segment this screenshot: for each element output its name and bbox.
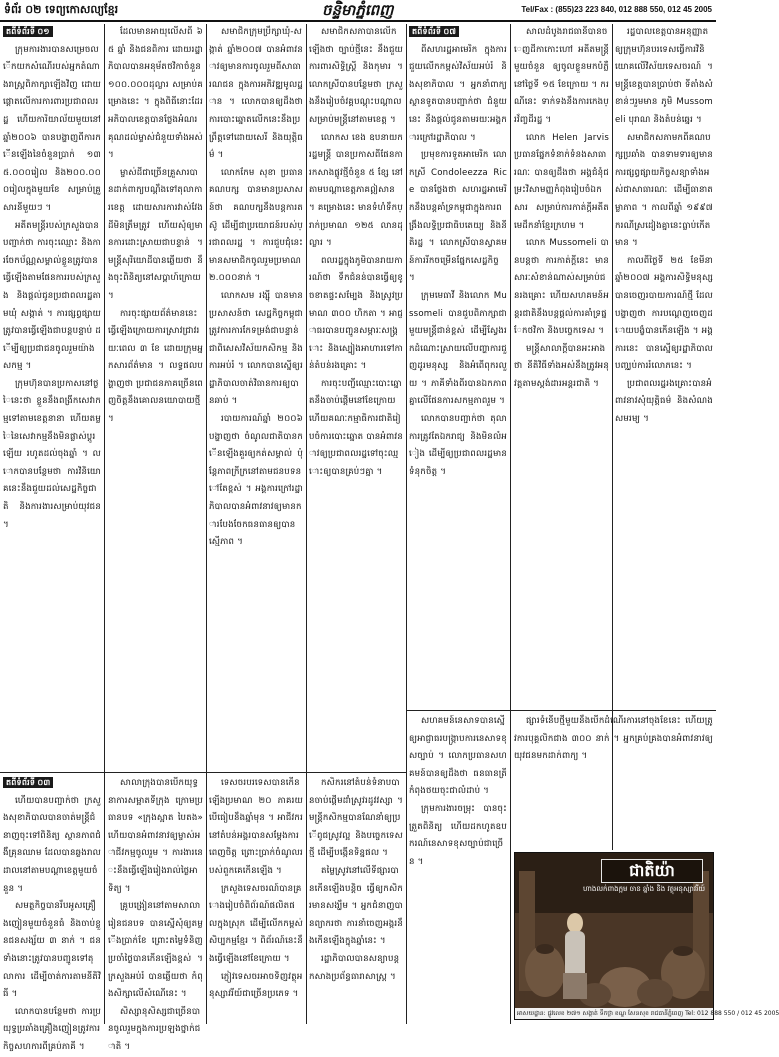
ad-tagline: ហាងលក់ពាងក្អម ចាន ឆ្នាំង និង វត្ថុអនុស្សាវរីយ៍ (583, 885, 705, 893)
article-paragraph: ក្រសួងទេសចរណ៍បានគ្រោងរៀបចំពិព័រណ៍ផលិតផលក្នុងស្រុក ដើម្បីលើកកម្ពស់សិប្បកម្មខ្មែរ ។ ពិព័រណ៍នេះនឹងធ្វើឡើងនៅខែក្រោយ ។ (209, 883, 303, 964)
article-paragraph: ហើយបានបញ្ជាក់ថា ក្រសួងសុខាភិបាលបានចាត់មន្ត្រីជំនាញចុះទៅពិនិត្យ ស្ថានភាពជំងឺគ្រុនឈាម ដែលបានឆ្លងរាលដាលនៅតាមបណ្តាខេត្តមួយចំនួន ។ (3, 795, 101, 894)
article-paragraph: រដ្ឋបាលខេត្តបានអនុញ្ញាតឲ្យក្រុមហ៊ុនបរទេសធ្វើការវិនិយោគលើវិស័យទេសចរណ៍ ។ មន្ត្រីខេត្តបានប្រាប់ថា ទីតាំងសំខាន់ៗរួមមាន ភូមិ Mussomeli បុរាណ និងតំបន់ឆ្នេរ ។ (615, 27, 713, 125)
ad-address-bar: អាសយដ្ឋាន: ផ្លូវលេខ ២៧១ សង្កាត់ ទឹកថ្លា ខណ្ឌ សែនសុខ រាជធានីភ្នំពេញ Tel: 012 888 550 / 012 45 2005 (517, 1010, 779, 1017)
article-paragraph: សាលដំបូងរាជធានីបានចេញដីកាកោះហៅ អតីតមន្ត្រីមួយចំនួន ឲ្យចូលខ្លួនមកបំភ្លឺ នៅថ្ងៃទី ១៥ ខែក្រោយ ។ ករណីនេះ ទាក់ទងនឹងការកេងប្រវ័ញ្ចដីរដ្ឋ ។ (514, 27, 609, 125)
page-label: ទំព័រ ០២ ទេព្យកោសល្យខ្មែរ (4, 3, 119, 16)
contact-info: Tel/Fax : (855)23 223 840, 012 888 550, 012 45 2005 (521, 5, 712, 14)
article-column (615, 24, 713, 708)
article-paragraph: លោកសម រង្ស៊ី បានមានប្រសាសន៍ថា សេដ្ឋកិច្ចកម្ពុជាត្រូវការការកែទម្រង់ជាបន្ទាន់ ជាពិសេសវិស័យកសិកម្ម និងការអប់រំ ។ លោកបានស្នើឲ្យរដ្ឋាភិបាលចាត់វិធានការឲ្យបានឆាប់ ។ (209, 290, 303, 407)
article-paragraph: កាលពីថ្ងៃទី ២៥ ខែមីនា ឆ្នាំ២០០៧ អង្គការសិទ្ធិមនុស្សបានចេញរបាយការណ៍ថ្មី ដែលបង្ហាញថា ការបណ្តេញចេញដោយបង្ខំបានកើនឡើង ។ អង្គការនេះ បានស្នើឲ្យរដ្ឋាភិបាលបញ្ឈប់ការរំលោភនេះ ។ (615, 255, 713, 372)
article-paragraph: ពីសហរដ្ឋអាមេរិក ក្នុងការជួយលើកកម្ពស់វិស័យអប់រំ និងសុខាភិបាល ។ អ្នកនាំពាក្យស្ថានទូតបានបញ្ជាក់ថា ជំនួយនេះ នឹងផ្តល់ជូនតាមរយៈអង្គការក្រៅរដ្ឋាភិបាល ។ (409, 44, 507, 143)
article-paragraph: ម្ចាស់ដីជាច្រើនគ្រួសារបានដាក់ពាក្យបណ្តឹងទៅតុលាការខេត្ត ដោយសារការវាស់វែងដីមិនត្រឹមត្រូវ ហើយសុំឲ្យមានការដោះស្រាយជាបន្ទាន់ ។ មន្ត្រីសុរិយោដីបានឆ្លើយថា នឹងចុះពិនិត្យនៅសប្តាហ៍ក្រោយ ។ (108, 167, 203, 301)
section-rule (0, 772, 406, 773)
article-column (409, 713, 507, 1022)
article-paragraph: គ្រូបង្រៀននៅតាមសាលារៀនជនបទ បានស្នើសុំឲ្យតម្លើងប្រាក់ខែ ព្រោះតម្លៃទំនិញប្រចាំថ្ងៃបានកើនឡើងខ្ពស់ ។ ក្រសួងអប់រំ បានឆ្លើយថា កំពុងសិក្សាលើសំណើនេះ ។ (108, 901, 203, 1000)
article-column (209, 24, 303, 770)
article-column (3, 24, 101, 770)
article-column (409, 24, 507, 708)
article-paragraph: ក្រុមការងារចម្រុះ បានចុះត្រួតពិនិត្យ ហើយដកហូតឧបករណ៍នេសាទខុសច្បាប់ជាច្រើន ។ (409, 803, 507, 867)
article-paragraph: លោកកែម សុខា ប្រធានគណបក្ស បានមានប្រសាសន៍ថា គណបក្សនឹងបន្តការតស៊ូ ដើម្បីជាប្រយោជន៍របស់ប្រជាពលរដ្ឋ ។ ការជួបជុំនេះ មានសមាជិកចូលរួមប្រមាណ ២.០០០នាក់ ។ (209, 167, 303, 284)
article-column (3, 775, 101, 1052)
article-paragraph: ក្រុមការងារបានសម្រេចលើកយកសំណើរបស់អ្នកតំណាងរាស្ត្រពិភាក្សាឡើងវិញ ដោយផ្តោតលើការការពារប្រជាពលរដ្ឋ ហើយការិយាល័យមួយនៅឆ្នាំ២០០៦ បានបង្ហាញពីការកើនឡើងនៃចំនួនប្រាក់ ១៣៥.០០០រៀល និង២០០.០០០រៀលក្នុងមួយខែ សម្រាប់គ្រួសារនីមួយៗ ។ (3, 44, 101, 213)
page-header (0, 0, 716, 22)
article-paragraph: លោក Mussomeli បានបន្តថា ការកាត់ក្តីនេះ មានសារៈសំខាន់ណាស់សម្រាប់ជនរងគ្រោះ ហើយសហគមន៍អន្តរជាតិនឹងបន្តផ្តល់ការគាំទ្រផ្នែកថវិកា និងបច្ចេកទេស ។ (514, 238, 609, 337)
article-paragraph: ផ្សារទំនើបថ្មីមួយនឹងបើកដំណើរការនៅចុងខែនេះ ហើយត្រូវការបុគ្គលិកជាង ៣០០ នាក់ ។ អ្នកគ្រប់គ្រងបានអំពាវនាវឲ្យយុវជនមកដាក់ពាក្យ ។ (514, 716, 713, 762)
article-paragraph: អតីតមន្ត្រីរបស់ក្រសួងបានបញ្ជាក់ថា ការចុះឈ្មោះ និងការចែកប័ណ្ណសម្គាល់ខ្លួនត្រូវបានធ្វើឡើងតាមផែនការរបស់ក្រសួង និងផ្តល់ជូនប្រជាពលរដ្ឋតាមឃុំ សង្កាត់ ។ ការផ្សព្វផ្សាយត្រូវបានធ្វើឡើងជាបន្តបន្ទាប់ ដើម្បីឲ្យប្រជាជនចូលរួមយ៉ាងសកម្ម ។ (3, 220, 101, 372)
article-column (309, 24, 403, 770)
article-paragraph: សមត្ថកិច្ចបានរឹបអូសគ្រឿងញៀនមួយចំនួនធំ និងចាប់ខ្លួនជនសង្ស័យ ៣ នាក់ ។ ជនទាំងនោះត្រូវបានបញ្ជូនទៅតុលាការ ដើម្បីចាត់ការតាមនីតិវិធី ។ (3, 901, 101, 1000)
article-paragraph: សមាជិកសភាមកពីគណបក្សប្រឆាំង បានទាមទារឲ្យមានការផ្សព្វផ្សាយកិច្ចសន្យាទាំងអស់ជាសាធារណៈ ដើម្បីធានាតម្លាភាព ។ កាលពីឆ្នាំ ១៩៩៧ ករណីស្រដៀងគ្នានេះធ្លាប់កើតមាន ។ (615, 132, 713, 249)
article-column (209, 775, 303, 1022)
article-paragraph: ការចុះផ្សាយព័ត៌មាននេះ ធ្វើឡើងក្រោយការស្រាវជ្រាវរយៈពេល ៣ ខែ ដោយក្រុមអ្នកសារព័ត៌មាន ។ លទ្ធផលបង្ហាញថា ប្រជាជនភាគច្រើនពេញចិត្តនឹងគោលនយោបាយថ្មី ។ (108, 308, 204, 425)
article-paragraph: ភ្ញៀវទេសចរអាចទិញវត្ថុអនុស្សាវរីយ៍ជាច្រើនប្រភេទ ។ (209, 971, 303, 1000)
article-paragraph: សហគមន៍នេសាទបានស្នើឲ្យអាជ្ញាធរបង្ក្រាបការនេសាទខុសច្បាប់ ។ លោកប្រធានសហគមន៍បានឲ្យដឹងថា ធនធានត្រីកំពុងថយចុះជាលំដាប់ ។ (409, 716, 507, 797)
column-rule (510, 24, 511, 1024)
article-paragraph: ទេសចរបរទេសបានកើនឡើងប្រមាណ ២០ ភាគរយ បើធៀបនឹងឆ្នាំមុន ។ អាជីវករនៅតំបន់អង្គរបានសម្តែងការពេញចិត្ត ព្រោះប្រាក់ចំណូលរបស់ពួកគេកើនឡើង ។ (209, 778, 303, 876)
column-rule (406, 24, 407, 1024)
article-paragraph: សមាជិកសភាបានលើកឡើងថា ច្បាប់ថ្មីនេះ នឹងជួយការពារសិទ្ធិស្ត្រី និងកុមារ ។ លោកស្រីបានបន្ថែមថា ក្រសួងនឹងរៀបចំវគ្គបណ្តុះបណ្តាលសម្រាប់មន្ត្រីនៅតាមខេត្ត ។ (309, 27, 403, 125)
article-column (108, 775, 203, 1052)
continued-from-label: តពីទំព័រទី ០៣ (3, 777, 53, 788)
article-paragraph: ប្រមុខការទូតអាមេរិក លោកស្រី Condoleezza Rice បានថ្លែងថា សហរដ្ឋអាមេរិកនឹងបន្តគាំទ្រកម្ពុជាក្នុងការពង្រឹងលទ្ធិប្រជាធិបតេយ្យ និងនីតិរដ្ឋ ។ លោកស្រីបានស្វាគមន៍ការរីកចម្រើនផ្នែកសេដ្ឋកិច្ច ។ (409, 150, 507, 284)
article-column (514, 713, 713, 849)
column-rule (206, 24, 207, 1024)
column-rule (104, 24, 105, 1024)
article-paragraph: ប្រជាពលរដ្ឋរងគ្រោះបានអំពាវនាវសុំយុត្តិធម៌ និងសំណងសមរម្យ ។ (615, 378, 713, 425)
article-paragraph: លោកស ខេង ឧបនាយករដ្ឋមន្ត្រី បានប្រកាសពីផែនការកសាងផ្លូវថ្មីចំនួន ៥ ខ្សែ នៅតាមបណ្តាខេត្តភាគឦសាន ។ គម្រោងនេះ មានទំហំទឹកប្រាក់ប្រមាណ ១២៥ លានដុល្លារ ។ (309, 132, 403, 249)
article-paragraph: របាយការណ៍ឆ្នាំ ២០០៦ បង្ហាញថា ចំណូលជាតិបានកើនឡើងគួរឲ្យកត់សម្គាល់ ប៉ុន្តែភាពក្រីក្រនៅតាមជនបទនៅតែខ្ពស់ ។ អង្គការក្រៅរដ្ឋាភិបាលបានអំពាវនាវឲ្យមានការបែងចែកធនធានឲ្យបានស្មើភាព ។ (209, 414, 303, 548)
article-paragraph: សិស្សានុសិស្សជាច្រើនបានចូលរួមក្នុងការប្រឡងថ្នាក់ជាតិ ។ (108, 1006, 201, 1052)
article-paragraph: តម្លៃស្រូវនៅលើទីផ្សារបានកើនឡើងបន្តិច ធ្វើឲ្យកសិករមានសង្ឃឹម ។ អ្នកជំនាញបានព្យាករថា ការនាំចេញអង្ករនឹងកើនឡើងក្នុងឆ្នាំនេះ ។ (309, 865, 403, 947)
article-paragraph: កសិករនៅតំបន់ទំនាបបានចាប់ផ្តើមដាំស្រូវរដូវវស្សា ។ មន្ត្រីកសិកម្មបានណែនាំឲ្យប្រើពូជស្រូវល្អ និងបច្ចេកទេសថ្មី ដើម្បីបង្កើនទិន្នផល ។ (309, 778, 403, 859)
article-paragraph: ការចុះបញ្ជីឈ្មោះបោះឆ្នោតនឹងចាប់ផ្តើមនៅខែក្រោយ ហើយគណៈកម្មាធិការជាតិរៀបចំការបោះឆ្នោត បានអំពាវនាវឲ្យប្រជាពលរដ្ឋទៅចុះឈ្មោះឲ្យបានគ្រប់ៗគ្នា ។ (309, 378, 403, 477)
article-column (108, 24, 203, 770)
continued-from-label: តពីទំព័រទី ០៧ (409, 26, 459, 37)
article-paragraph: លោកបានបន្ថែមថា ការប្រយុទ្ធប្រឆាំងគ្រឿងញៀនត្រូវការកិច្ចសហការពីគ្រប់ភាគី ។ (3, 1006, 101, 1052)
article-column (514, 24, 609, 708)
article-paragraph: ក្រុមមេធាវី និងលោក Mussomeli បានជួបពិភាក្សាជាមួយមន្ត្រីជាន់ខ្ពស់ ដើម្បីស្វែងរកដំណោះស្រាយលើបញ្ហាការជួញដូរមនុស្ស និងអំពើពុករលួយ ។ ភាគីទាំងពីរបានឯកភាពគ្នាលើផែនការសកម្មភាពរួម ។ (409, 290, 507, 407)
article-paragraph: សមាជិកក្រុមប្រឹក្សាឃុំ-សង្កាត់ ឆ្នាំ២០០៧ បានអំពាវនាវឲ្យមានការចូលរួមពីសាធារណជន ក្នុងការអភិវឌ្ឍមូលដ្ឋាន ។ លោកបានឲ្យដឹងថា ការបោះឆ្នោតលើកនេះនឹងប្រព្រឹត្តទៅដោយសេរី និងយុត្តិធម៌ ។ (209, 27, 303, 161)
article-paragraph: លោក Helen Jarvis ប្រធានផ្នែកទំនាក់ទំនងសាធារណៈ បានឲ្យដឹងថា អង្គជំនុំជម្រះវិសាមញ្ញកំពុងរៀបចំឯកសារ សម្រាប់ការកាត់ក្តីអតីតមេដឹកនាំខ្មែរក្រហម ។ (514, 132, 609, 231)
column-rule (306, 24, 307, 1024)
ad-shop-name: ជាតិយ៉ា (601, 859, 703, 883)
article-paragraph: លោកបានបញ្ជាក់ថា តុលាការត្រូវតែឯករាជ្យ និងមិនលំអៀង ដើម្បីឲ្យប្រជាពលរដ្ឋមានទំនុកចិត្ត ។ (409, 414, 507, 477)
masthead-logo: ចន្ទិមាភ្នំពេញ (322, 1, 394, 19)
continued-from-label: តពីទំព័រទី ០១ (3, 26, 53, 37)
article-paragraph: សាលាក្រុងបានបើកយុទ្ធនាការសម្អាតទីក្រុង ក្រោមប្រធានបទ «ក្រុងស្អាត បៃតង» ហើយបានអំពាវនាវឲ្យម្ចាស់អាជីវកម្មចូលរួម ។ ការងារនេះនឹងធ្វើឡើងរៀងរាល់ថ្ងៃអាទិត្យ ។ (108, 778, 203, 894)
article-paragraph: ដែលមានអាយុលើសពី ៦៥ ឆ្នាំ និងជនពិការ ដោយរដ្ឋាភិបាលបានអនុម័តថវិកាចំនួន ១០០.០០០ដុល្លារ សម្រាប់គម្រោងនេះ ។ ក្នុងពិធីនោះដែរ អភិបាលខេត្តបានថ្លែងអំណរគុណដល់ម្ចាស់ជំនួយទាំងអស់ ។ (108, 27, 203, 161)
section-rule (406, 710, 716, 711)
article-paragraph: ពលរដ្ឋក្នុងភូមិបានរាយការណ៍ថា ទឹកជំនន់បានធ្វើឲ្យខូចខាតផ្ទះសម្បែង និងស្រូវប្រមាណ ៣០០ ហិកតា ។ អាជ្ញាធរបានបញ្ជូនសម្ភារៈសង្គ្រោះ និងស្បៀងអាហារទៅកាន់តំបន់រងគ្រោះ ។ (309, 255, 403, 372)
pottery-shop-advertisement (514, 852, 779, 1020)
article-paragraph: មន្ត្រីសាលាក្តីបានអះអាងថា នីតិវិធីទាំងអស់នឹងត្រូវអនុវត្តតាមស្តង់ដារអន្តរជាតិ ។ (514, 343, 609, 389)
article-paragraph: ក្រុមហ៊ុនបានប្រកាសនៅថ្ងៃនេះថា ខ្លួននឹងពង្រីកសេវាកម្មទៅតាមខេត្តនានា ហើយតម្លៃនៃសេវាកម្មនឹងមិនផ្លាស់ប្តូរឡើយ រហូតដល់ចុងឆ្នាំ ។ លោកបានបន្ថែមថា ការវិនិយោគនេះនឹងជួយដល់សេដ្ឋកិច្ចជាតិ និងការងារសម្រាប់យុវជន ។ (3, 378, 101, 530)
article-column (309, 775, 403, 1022)
article-paragraph: រដ្ឋាភិបាលបានសន្យាបន្តកសាងប្រព័ន្ធធារាសាស្ត្រ ។ (309, 953, 400, 982)
